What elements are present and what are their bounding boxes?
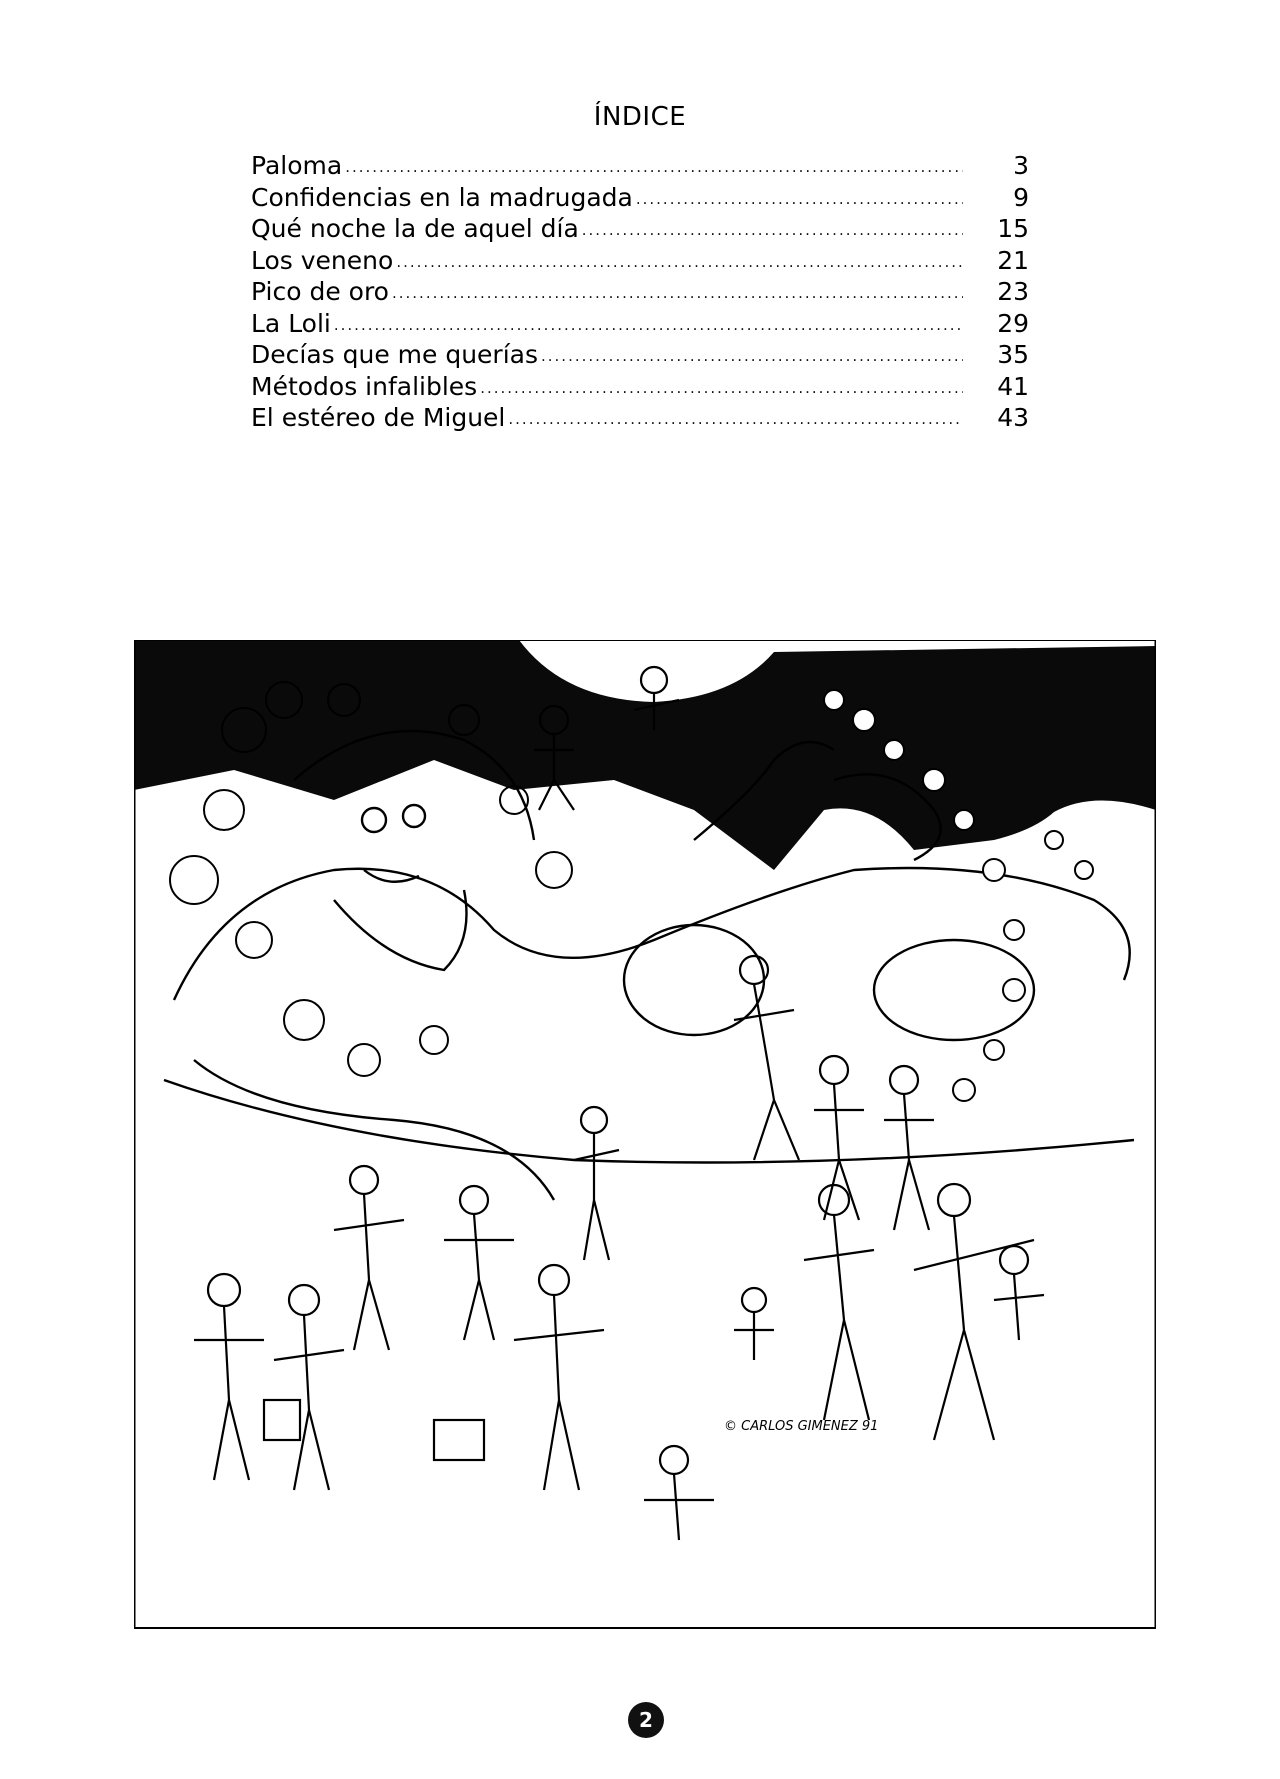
toc-entry-title: Qué noche la de aquel día	[251, 214, 579, 243]
toc-entry	[251, 213, 1029, 245]
dot-leader	[480, 373, 963, 404]
dot-leader	[636, 184, 963, 215]
toc-entry	[251, 402, 1029, 434]
toc-entry-title: Pico de oro	[251, 277, 389, 306]
toc-entry	[251, 276, 1029, 308]
toc-entry-title: Confidencias en la madrugada	[251, 182, 633, 212]
comic-illustration	[134, 640, 1156, 1630]
dot-leader	[396, 247, 963, 278]
toc-entry-page: 21	[997, 245, 1029, 275]
toc-entry-page: 43	[997, 403, 1029, 432]
toc-entry-page: 35	[997, 340, 1029, 369]
dot-leader	[392, 278, 963, 309]
toc-entry-page: 41	[997, 371, 1029, 401]
illustration-drawing	[134, 640, 1156, 1630]
toc-entry-title: Paloma	[251, 151, 343, 180]
toc-entry-page: 3	[1013, 151, 1029, 180]
toc-entry	[251, 308, 1029, 340]
toc-entry	[251, 150, 1029, 182]
toc-entry-title: La Loli	[251, 308, 331, 338]
toc-entry-page: 23	[997, 277, 1029, 306]
index-heading: ÍNDICE	[593, 102, 687, 132]
toc-entry	[251, 371, 1029, 403]
night-sky	[134, 640, 1156, 870]
toc-entry	[251, 182, 1029, 214]
dot-leader	[582, 215, 963, 246]
toc-entry-title: Decías que me querías	[251, 340, 538, 369]
table-of-contents	[251, 150, 1029, 434]
page-number-badge: 2	[628, 1702, 664, 1738]
toc-entry-page: 29	[997, 308, 1029, 338]
toc-entry	[251, 245, 1029, 277]
dot-leader	[541, 341, 963, 372]
toc-entry	[251, 339, 1029, 371]
toc-entry-title: Métodos infalibles	[251, 371, 478, 401]
dot-leader	[334, 310, 963, 341]
dot-leader	[508, 404, 963, 435]
artist-signature: © CARLOS GIMENEZ 91	[724, 1419, 879, 1434]
dot-leader	[345, 152, 963, 183]
toc-entry-page: 9	[1013, 182, 1029, 212]
toc-entry-title: El estéreo de Miguel	[251, 403, 506, 432]
toc-entry-title: Los veneno	[251, 245, 394, 275]
toc-entry-page: 15	[997, 214, 1029, 243]
